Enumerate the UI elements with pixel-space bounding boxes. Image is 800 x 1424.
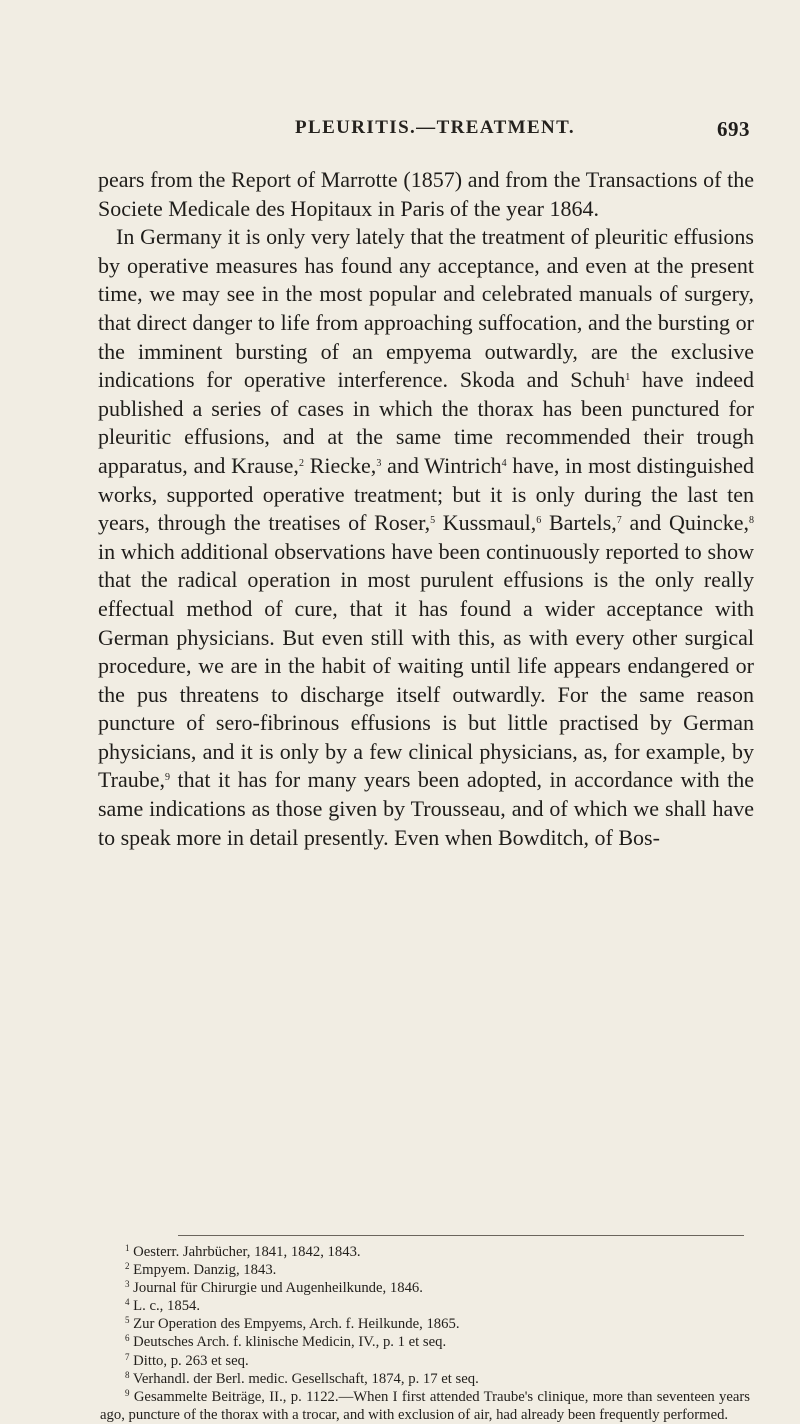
footnote-text: Verhandl. der Berl. medic. Gesellschaft, 1874, p. 17 et seq. xyxy=(132,1370,479,1387)
footnote-marker: 9 xyxy=(125,1387,130,1398)
footnote xyxy=(100,1315,750,1333)
footnote xyxy=(100,1297,750,1315)
footnote-ref: 3 xyxy=(376,457,382,469)
footnote xyxy=(100,1279,750,1297)
footnote-text: L. c., 1854. xyxy=(133,1298,201,1315)
footnote-text: Journal für Chirurgie und Augenheilkunde, 1846. xyxy=(133,1280,423,1297)
footnote-ref: 5 xyxy=(430,515,436,527)
footnote-marker: 6 xyxy=(125,1333,130,1344)
footnote-text: Deutsches Arch. f. klinische Medicin, IV., p. 1 et seq. xyxy=(133,1334,447,1351)
footnote-marker: 8 xyxy=(125,1369,130,1380)
footnote-ref: 8 xyxy=(749,515,754,527)
footnote xyxy=(100,1388,750,1424)
text-run: that it has for many years been adopted, in accordance with the same indications as those given by Trousseau, and of which we shall have to speak more in detail presently. Even when Bowditch, of Bos- xyxy=(98,767,754,850)
text-run: have, in most distinguished works, supported operative treatment; but it is only during the last ten years, through the treatises of Roser, xyxy=(98,452,754,536)
text-run: and Wintrich xyxy=(381,452,502,478)
footnote-marker: 2 xyxy=(125,1261,130,1272)
running-head xyxy=(100,117,750,147)
footnote-text: Empyem. Danzig, 1843. xyxy=(133,1262,277,1279)
footnote xyxy=(100,1370,750,1388)
footnote-marker: 5 xyxy=(125,1315,130,1326)
footnote-marker: 1 xyxy=(125,1243,130,1253)
footnote-marker: 7 xyxy=(125,1351,130,1362)
paragraph-continued: pears from the Report of Marrotte (1857) and from the Transactions of the Societe Medicale des Hopitaux in Paris of the year 1864. xyxy=(98,167,754,221)
footnote-divider xyxy=(178,1235,744,1236)
main-text xyxy=(98,166,754,852)
footnote xyxy=(100,1352,750,1370)
running-title: PLEURITIS.—TREATMENT. xyxy=(295,117,575,138)
footnote xyxy=(100,1261,750,1279)
footnote-text: Oesterr. Jahrbücher, 1841, 1842, 1843. xyxy=(133,1244,361,1260)
footnotes xyxy=(100,1243,750,1424)
footnote xyxy=(100,1333,750,1351)
footnote xyxy=(100,1243,750,1261)
text-run: Bartels, xyxy=(541,510,617,536)
footnote-text: Ditto, p. 263 et seq. xyxy=(133,1352,249,1369)
footnote-ref: 6 xyxy=(536,515,542,527)
paragraph-germany xyxy=(98,223,754,852)
footnote-ref: 1 xyxy=(625,372,631,384)
text-run: in which additional observations have been continuously reported to show that the radical operation in most purulent effusions is the only really effectual method of cure, that it has found a wider acceptance with German physicians. But even still with this, as with every other surgical procedure, we are in the habit of waiting until life appears endangered or the pus threatens to discharge itself outwardly. For the same reason puncture of sero-fibrinous effusions is but little practised by German physicians, and it is only by a few clinical physicians, as, for example, by Traube, xyxy=(98,538,754,793)
text-run: Riecke, xyxy=(303,452,377,478)
text-run: Kussmaul, xyxy=(435,510,537,536)
footnote-marker: 3 xyxy=(125,1279,130,1290)
text-run: have indeed published a series of cases in which the thorax has been punctured for pleuritic effusions, and at the same time recommended their trough apparatus, and Krause, xyxy=(98,367,754,478)
footnote-ref: 4 xyxy=(501,457,507,469)
footnote-ref: 7 xyxy=(616,515,622,527)
footnote-ref: 9 xyxy=(165,772,171,784)
text-run: In Germany it is only very lately that the treatment of pleuritic effusions by operative measures has found any acceptance, and even at the present time, we may see in the most popular and celebrated manuals of surgery, that direct danger to life from approaching suffocation, and the bursting or the imminent bursting of an empyema outwardly, are the exclusive indications for operative interference. Skoda and Schuh xyxy=(98,224,754,393)
page-number: 693 xyxy=(717,117,750,141)
text-run: and Quincke, xyxy=(621,510,749,536)
footnote-marker: 4 xyxy=(125,1297,130,1308)
footnote-text: Zur Operation des Empyems, Arch. f. Heilkunde, 1865. xyxy=(133,1316,460,1333)
footnote-text: Gesammelte Beiträge, II., p. 1122.—When I first attended Traube's clinique, more than seventeen years ago, puncture of the thorax with a trocar, and with exclusion of air, had already been frequently performed. xyxy=(100,1388,751,1423)
footnote-ref: 2 xyxy=(298,457,304,469)
